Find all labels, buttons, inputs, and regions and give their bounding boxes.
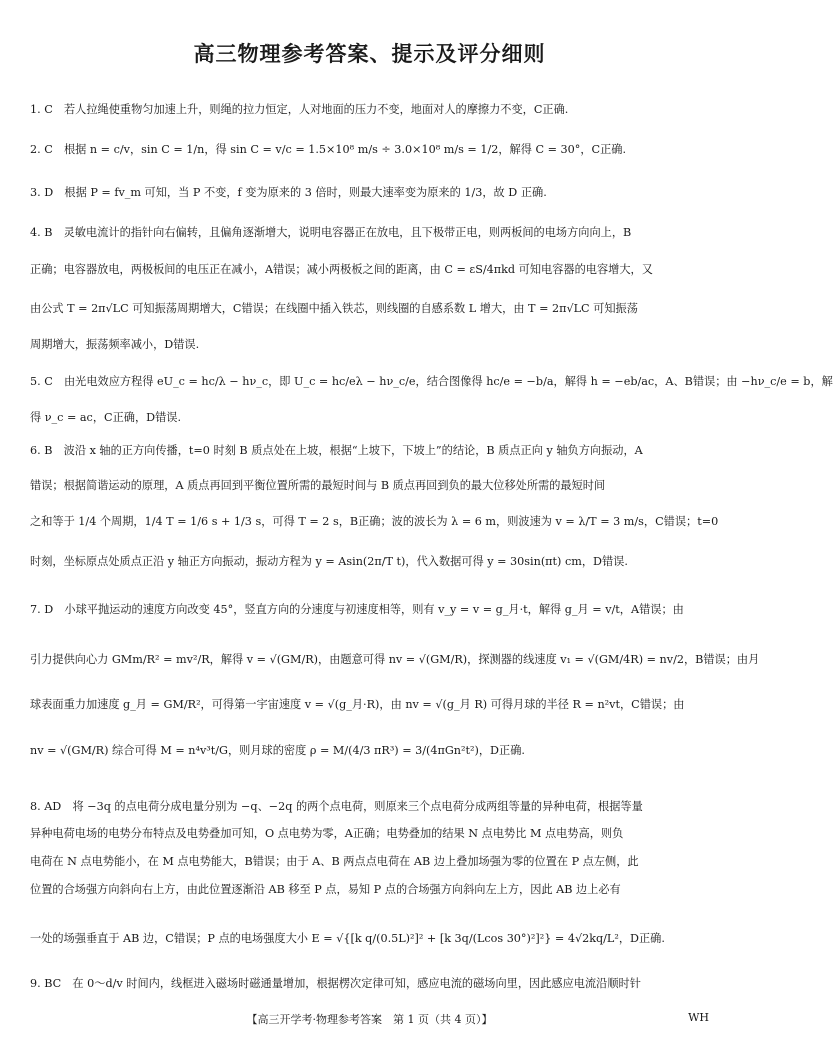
text-line-14: 7. D 小球平抛运动的速度方向改变 45°，竖直方向的分速度与初速度相等，则有 v_y = v = g_月·t，解得 g_月 = v/t，A错误；由 bbox=[30, 603, 684, 616]
text-line-4: 4. B 灵敏电流计的指针向右偏转，且偏角逐渐增大，说明电容器正在放电，且下极带正电，则两板间的电场方向向上，B bbox=[30, 226, 632, 239]
text-line-3: 3. D 根据 P = fv_m 可知，当 P 不变，f 变为原来的 3 倍时，则最大速率变为原来的 1/3，故 D 正确. bbox=[30, 186, 547, 199]
text-line-6: 由公式 T = 2π√LC 可知振荡周期增大，C错误；在线圈中插入铁芯，则线圈的自感系数 L 增大，由 T = 2π√LC 可知振荡 bbox=[30, 302, 638, 315]
text-line-8: 5. C 由光电效应方程得 eU_c = hc/λ − hν_c，即 U_c = hc/eλ − hν_c/e，结合图像得 hc/e = −b/a，解得 h = −eb/ac，A、B错误；由 −hν_c/e = b，解 bbox=[30, 375, 833, 388]
text-line-2: 2. C 根据 n = c/v，sin C = 1/n，得 sin C = v/c = 1.5×10⁸ m/s ÷ 3.0×10⁸ m/s = 1/2，解得 C = 30°，C正确. bbox=[30, 143, 627, 156]
text-line-21: 位置的合场强方向斜向右上方，由此位置逐渐沿 AB 移至 P 点，易知 P 点的合场强方向斜向左上方，因此 AB 边上必有 bbox=[30, 883, 621, 896]
text-line-13: 时刻，坐标原点处质点正沿 y 轴正方向振动，振动方程为 y = Asin(2π/T t)，代入数据可得 y = 30sin(πt) cm，D错误. bbox=[30, 555, 628, 568]
text-line-18: 8. AD 将 −3q 的点电荷分成电量分别为 −q、−2q 的两个点电荷，则原来三个点电荷分成两组等量的异种电荷，根据等量 bbox=[30, 800, 643, 813]
page-footer: 【高三开学考·物理参考答案 第 1 页（共 4 页）】 bbox=[246, 1013, 493, 1026]
footer-code: WH bbox=[688, 1011, 709, 1024]
text-line-12: 之和等于 1/4 个周期，1/4 T = 1/6 s + 1/3 s，可得 T = 2 s，B正确；波的波长为 λ = 6 m，则波速为 v = λ/T = 3 m/s，C错误；t=0 bbox=[30, 515, 719, 528]
text-line-5: 正确；电容器放电，两极板间的电压正在减小，A错误；减小两极板之间的距离，由 C = εS/4πkd 可知电容器的电容增大，又 bbox=[30, 263, 653, 276]
text-line-16: 球表面重力加速度 g_月 = GM/R²，可得第一宇宙速度 v = √(g_月·R)，由 nv = √(g_月 R) 可得月球的半径 R = n²vt，C错误；由 bbox=[30, 698, 685, 711]
text-line-11: 错误；根据简谐运动的原理，A 质点再回到平衡位置所需的最短时间与 B 质点再回到负的最大位移处所需的最短时间 bbox=[30, 479, 606, 492]
text-line-15: 引力提供向心力 GMm/R² = mv²/R，解得 v = √(GM/R)，由题意可得 nv = √(GM/R)，探测器的线速度 v₁ = √(GM/4R) = nv/2，B错误；由月 bbox=[30, 653, 760, 666]
text-line-10: 6. B 波沿 x 轴的正方向传播，t=0 时刻 B 质点处在上坡，根据“上坡下，下坡上”的结论，B 质点正向 y 轴负方向振动，A bbox=[30, 444, 643, 457]
page-title: 高三物理参考答案、提示及评分细则 bbox=[193, 42, 546, 66]
text-line-7: 周期增大，振荡频率减小，D错误. bbox=[30, 338, 200, 351]
text-line-1: 1. C 若人拉绳使重物匀加速上升，则绳的拉力恒定，人对地面的压力不变，地面对人的摩擦力不变，C正确. bbox=[30, 103, 569, 116]
text-line-17: nv = √(GM/R) 综合可得 M = n⁴v³t/G，则月球的密度 ρ = M/(4/3 πR³) = 3/(4πGn²t²)，D正确. bbox=[30, 744, 525, 757]
text-line-9: 得 ν_c = ac，C正确，D错误. bbox=[30, 411, 182, 424]
text-line-19: 异种电荷电场的电势分布特点及电势叠加可知，O 点电势为零，A正确；电势叠加的结果 N 点电势比 M 点电势高，则负 bbox=[30, 827, 624, 840]
text-line-23: 9. BC 在 0～d/v 时间内，线框进入磁场时磁通量增加，根据楞次定律可知，感应电流的磁场向里，因此感应电流沿顺时针 bbox=[30, 977, 641, 990]
text-line-20: 电荷在 N 点电势能小，在 M 点电势能大，B错误；由于 A、B 两点点电荷在 AB 边上叠加场强为零的位置在 P 点左侧，此 bbox=[30, 855, 639, 868]
text-line-22: 一处的场强垂直于 AB 边，C错误；P 点的电场强度大小 E = √{[k q/(0.5L)²]² + [k 3q/(Lcos 30°)²]²} = 4√2kq/L²，D正确. bbox=[30, 932, 665, 945]
